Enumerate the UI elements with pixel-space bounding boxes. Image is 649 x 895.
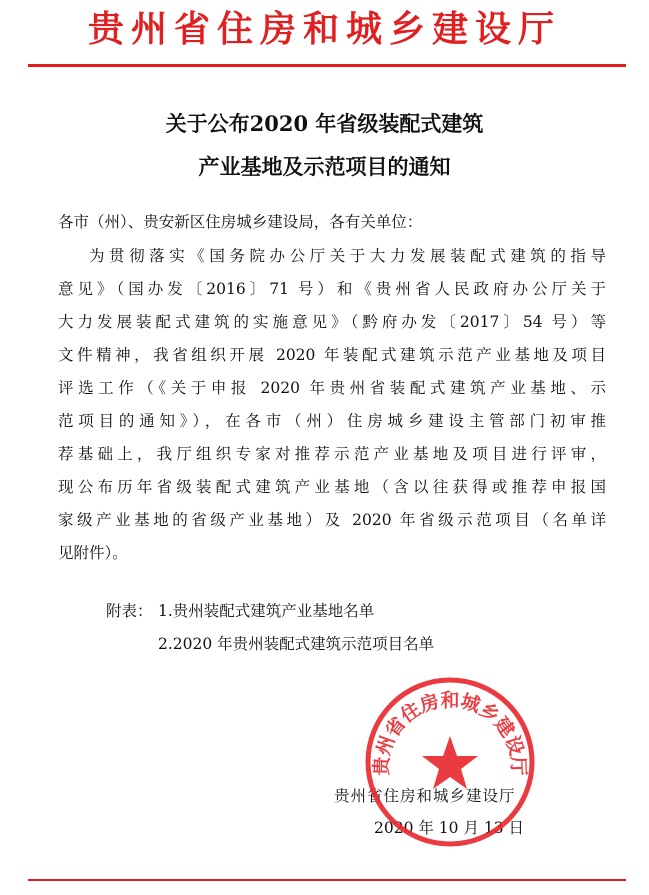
- body-line: 见附件）。: [58, 544, 128, 562]
- letterhead-divider: [28, 64, 626, 67]
- body-line: 家级产业基地的省级产业基地）及 2020 年省级示范项目（名单详: [58, 511, 606, 529]
- seal-text: 贵州省住房和城乡建设厅: [370, 689, 530, 777]
- body-line: 大力发展装配式建筑的实施意见》（黔府办发〔2017〕54 号）等: [58, 313, 606, 331]
- body-line: 意见》（国办发〔2016〕71 号）和《贵州省人民政府办公厅关于: [58, 280, 606, 298]
- star-icon: [422, 736, 478, 789]
- footer-divider: [28, 879, 626, 881]
- letterhead-title: 贵州省住房和城乡建设厅: [87, 9, 561, 50]
- signature-org: 贵州省住房和城乡建设厅: [334, 787, 516, 805]
- body-line: 荐基础上，我厅组织专家对推荐示范产业基地及项目进行评审，: [58, 445, 606, 463]
- body-line: 文件精神，我省组织开展 2020 年装配式建筑示范产业基地及项目: [58, 346, 606, 364]
- annex-label: 附表：: [106, 602, 153, 620]
- body-line: 为贯彻落实《国务院办公厅关于大力发展装配式建筑的指导: [89, 247, 606, 265]
- annex-item-1: 1.贵州装配式建筑产业基地名单: [158, 602, 375, 620]
- document-title-line-1: 关于公布2020 年省级装配式建筑: [165, 111, 484, 136]
- signature-date: 2020 年 10 月 13 日: [374, 819, 525, 837]
- annex-item-2: 2.2020 年贵州装配式建筑示范项目名单: [158, 635, 435, 653]
- body-line: 评选工作（《关于申报 2020 年贵州省装配式建筑产业基地、示: [58, 379, 606, 397]
- document-title-line-2: 产业基地及示范项目的通知: [198, 154, 451, 179]
- letterhead: [0, 6, 649, 54]
- official-seal: [364, 676, 536, 848]
- body-line: 现公布历年省级装配式建筑产业基地（含以往获得或推荐申报国: [58, 478, 606, 496]
- body-line: 范项目的通知》），在各市（州）住房城乡建设主管部门初审推: [58, 412, 606, 430]
- salutation: 各市（州）、贵安新区住房城乡建设局，各有关单位：: [58, 213, 423, 231]
